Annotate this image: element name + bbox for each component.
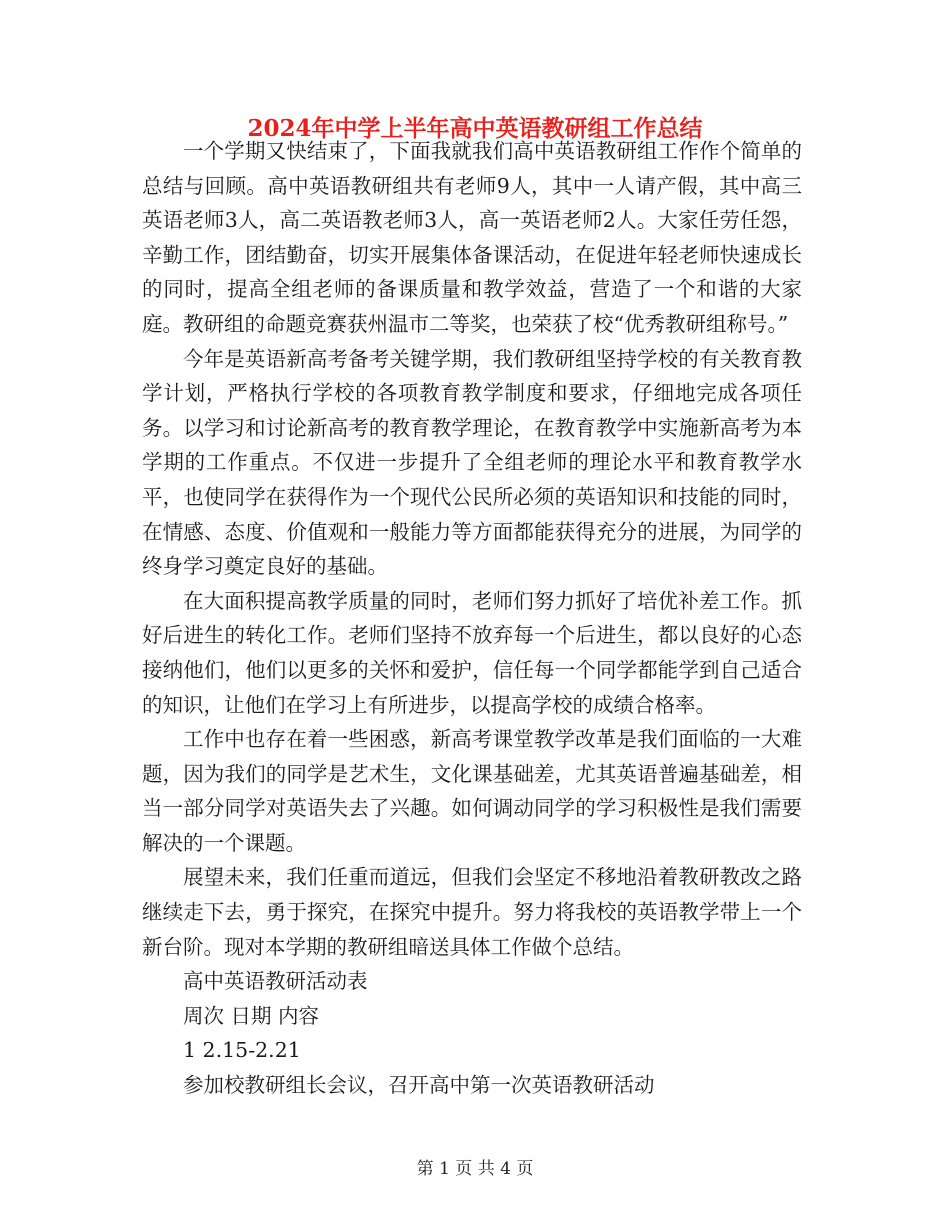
paragraph-intro: 一个学期又快结束了，下面我就我们高中英语教研组工作作个简单的总结与回顾。高中英语教研组共有老师9人，其中一人请产假，其中高三英语老师3人，高二英语教老师3人，高一英语老师2人。大家任劳任怨，辛勤工作，团结勤奋，切实开展集体备课活动，在促进年轻老师快速成长的同时，提高全组老师的备课质量和教学效益，营造了一个和谐的大家庭。教研组的命题竞赛获州温市二等奖，也荣获了校“优秀教研组称号。” xyxy=(142,139,802,336)
activity-table-title: 高中英语教研活动表 xyxy=(183,969,368,994)
paragraph-quality: 在大面积提高教学质量的同时，老师们努力抓好了培优补差工作。抓好后进生的转化工作。老师们坚持不放弃每一个后进生，都以良好的心态接纳他们，他们以更多的关怀和爱护，信任每一个同学都能学到自己适合的知识，让他们在学习上有所进步，以提高学校的成绩合格率。 xyxy=(142,588,802,717)
document-title: 2024年中学上半年高中英语教研组工作总结 xyxy=(247,115,703,142)
paragraph-plan: 今年是英语新高考备考关键学期，我们教研组坚持学校的有关教育教学计划，严格执行学校的各项教育教学制度和要求，仔细地完成各项任务。以学习和讨论新高考的教育教学理论，在教育教学中实施新高考为本学期的工作重点。不仅进一步提升了全组老师的理论水平和教育教学水平，也使同学在获得作为一个现代公民所必须的英语知识和技能的同时，在情感、态度、价值观和一般能力等方面都能获得充分的进展，为同学的终身学习奠定良好的基础。 xyxy=(142,346,802,579)
activity-table-header: 周次 日期 内容 xyxy=(183,1003,320,1028)
page-footer: 第 1 页 共 4 页 xyxy=(416,1159,534,1179)
activity-row-content: 参加校教研组长会议，召开高中第一次英语教研活动 xyxy=(183,1073,655,1098)
activity-row-week-date: 1 2.15-2.21 xyxy=(183,1038,301,1063)
paragraph-challenges: 工作中也存在着一些困惑，新高考课堂教学改革是我们面临的一大难题，因为我们的同学是艺术生，文化课基础差，尤其英语普遍基础差，相当一部分同学对英语失去了兴趣。如何调动同学的学习积极性是我们需要解决的一个课题。 xyxy=(142,727,802,855)
paragraph-outlook: 展望未来，我们任重而道远，但我们会坚定不移地沿着教研教改之路继续走下去，勇于探究，在探究中提升。努力将我校的英语教学带上一个新台阶。现对本学期的教研组暗送具体工作做个总结。 xyxy=(142,865,802,959)
document-body xyxy=(142,134,802,1103)
